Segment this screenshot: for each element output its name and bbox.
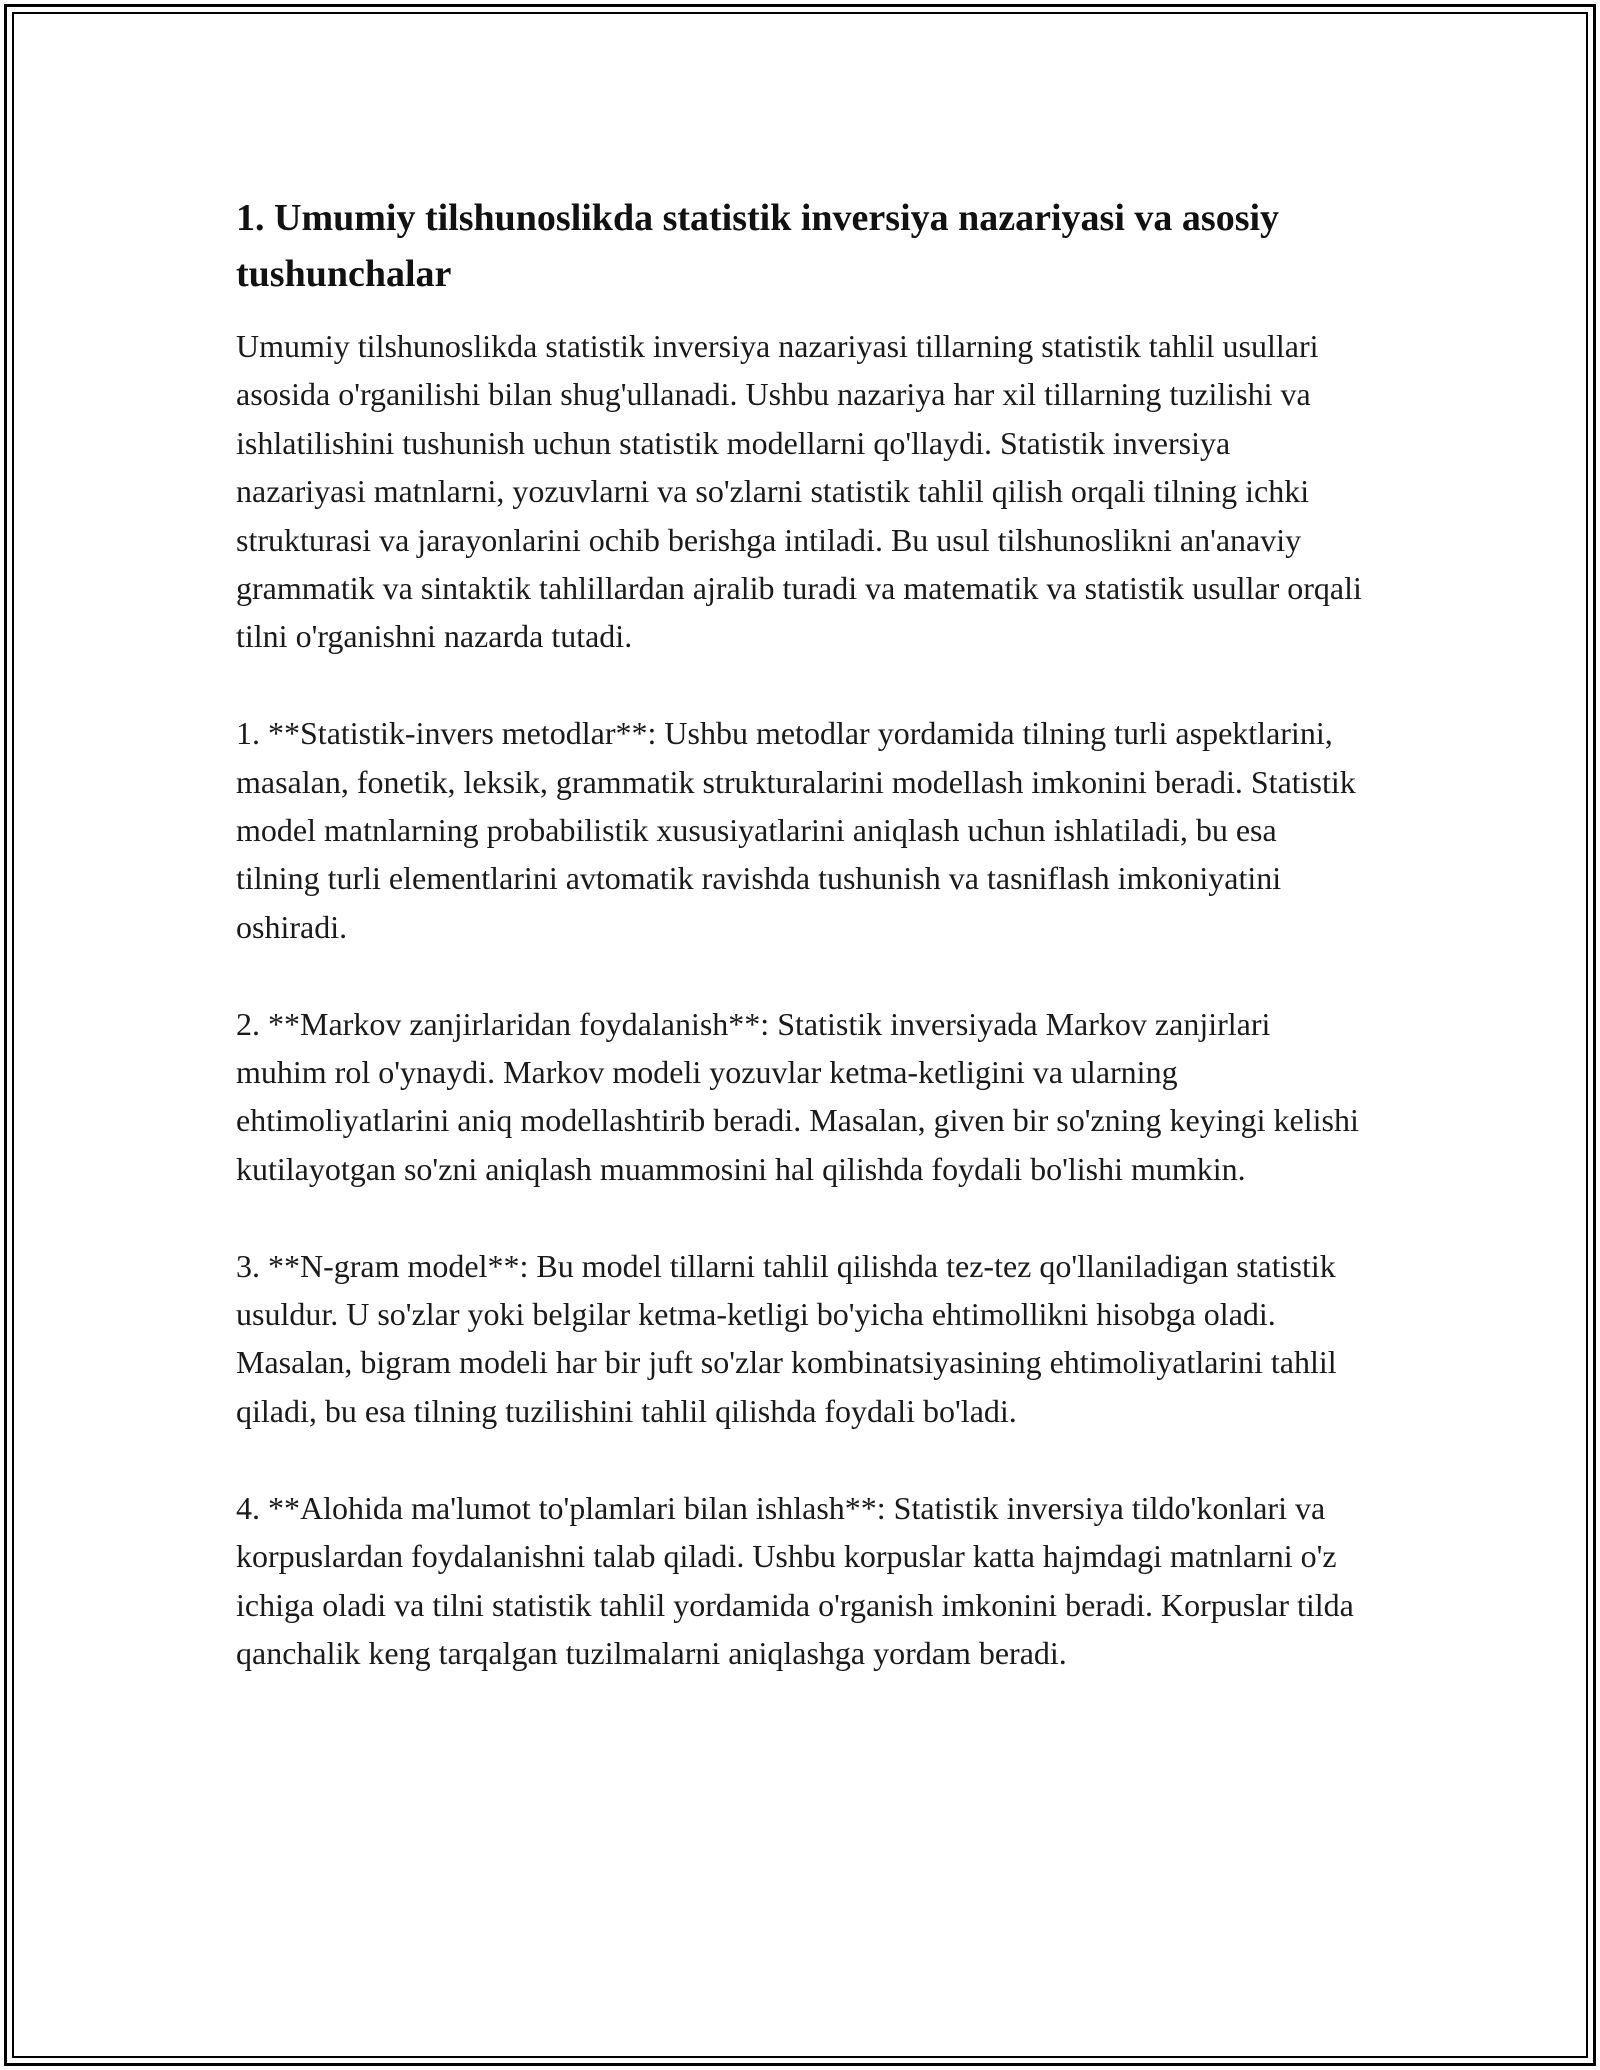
section-heading: 1. Umumiy tilshunoslikda statistik inversiya nazariyasi va asosiy tushunchalar [236,197,1280,295]
list-item-malumot: 4. **Alohida ma'lumot to'plamlari bilan ishlash**: Statistik inversiya tildo'konlari va korpuslardan foydalanishni talab qiladi. Ushbu korpuslar katta hajmdagi matnlarni o'z ichiga oladi va tilni statistik tahlil yordamida o'rganish imkonini beradi. Korpuslar tilda qanchalik keng tarqalgan tuzilmalarni aniqlashga yordam beradi. [236,1489,1354,1671]
list-item-statistik-invers: 1. **Statistik-invers metodlar**: Ushbu metodlar yordamida tilning turli aspektlarini, masalan, fonetik, leksik, grammatik strukturalarini modellash imkonini beradi. Statistik model matnlarning probabilistik xususiyatlarini aniqlash uchun ishlatiladi, bu esa tilning turli elementlarini avtomatik ravishda tushunish va tasniflash imkoniyatini oshiradi. [236,715,1356,945]
intro-paragraph: Umumiy tilshunoslikda statistik inversiya nazariyasi tillarning statistik tahlil usullari asosida o'rganilishi bilan shug'ullanadi. Ushbu nazariya har xil tillarning tuzilishi va ishlatilishini tushunish uchun statistik modellarni qo'llaydi. Statistik inversiya nazariyasi matnlarni, yozuvlarni va so'zlarni statistik tahlil qilish orqali tilning ichki strukturasi va jarayonlarini ochib berishga intiladi. Bu usul tilshunoslikni an'anaviy grammatik va sintaktik tahlillardan ajralib turadi va matematik va statistik usullar orqali tilni o'rganishni nazarda tutadi. [236,328,1362,655]
list-item-markov: 2. **Markov zanjirlaridan foydalanish**: Statistik inversiyada Markov zanjirlari muhim rol o'ynaydi. Markov modeli yozuvlar ketma-ketligini va ularning ehtimoliyatlarini aniq modellashtirib beradi. Masalan, given bir so'zning keyingi kelishi kutilayotgan so'zni aniqlash muammosini hal qilishda foydali bo'lishi mumkin. [236,1005,1359,1187]
document-body [236,190,1366,1726]
list-item-ngram: 3. **N-gram model**: Bu model tillarni tahlil qilishda tez-tez qo'llaniladigan statistik usuldur. U so'zlar yoki belgilar ketma-ketligi bo'yicha ehtimollikni hisobga oladi. Masalan, bigram modeli har bir juft so'zlar kombinatsiyasining ehtimoliyatlarini tahlil qiladi, bu esa tilning tuzilishini tahlil qilishda foydali bo'ladi. [236,1247,1337,1429]
